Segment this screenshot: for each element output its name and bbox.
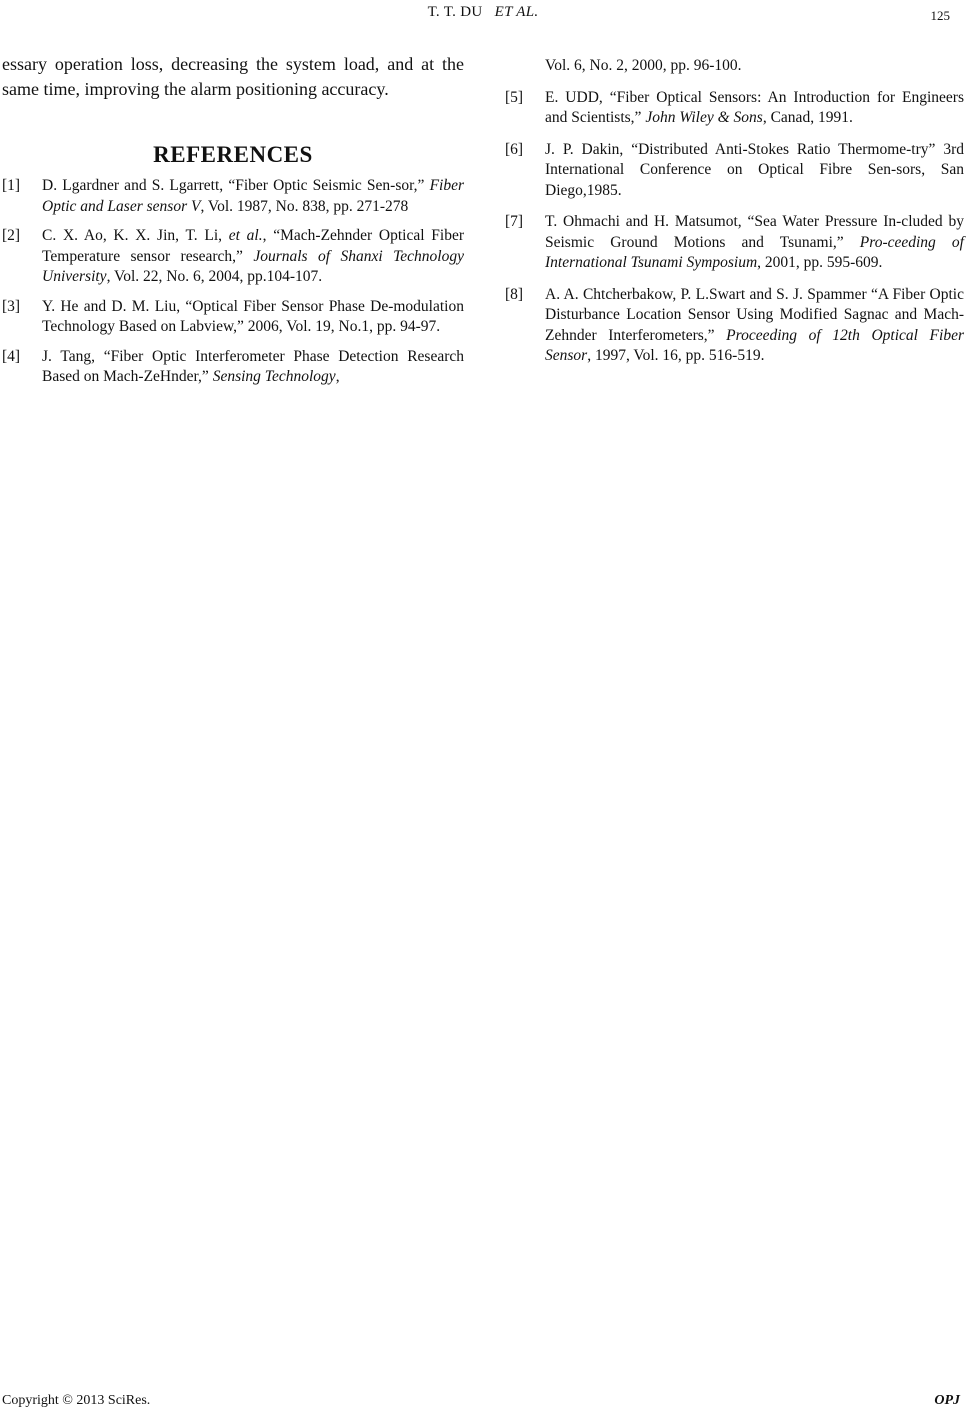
references-heading: REFERENCES bbox=[153, 142, 313, 167]
reference-text: Y. He and D. M. Liu, “Optical Fiber Sensor Phase De-modulation Technology Based on Labview,” 2006, Vol. 19, No.1, pp. 94-97. bbox=[42, 297, 464, 335]
reference-details: , 1997, Vol. 16, pp. 516-519. bbox=[587, 347, 765, 364]
reference-authors-title: D. Lgardner and S. Lgarrett, “Fiber Optic Seismic Sen-sor,” bbox=[42, 177, 430, 194]
reference-number: [7] bbox=[505, 213, 524, 230]
reference-item bbox=[2, 347, 464, 388]
reference-number: [5] bbox=[505, 88, 524, 106]
footer-copyright: Copyright © 2013 SciRes. bbox=[2, 1393, 151, 1408]
reference-text bbox=[545, 88, 964, 129]
reference-item bbox=[505, 285, 964, 367]
reference-number: [1] bbox=[2, 177, 21, 194]
reference-item bbox=[505, 140, 964, 202]
reference-number: [6] bbox=[505, 140, 524, 158]
reference-et-al: et al. bbox=[228, 227, 263, 244]
reference-text bbox=[545, 285, 964, 367]
reference-source: Fiber Optic and Laser sensor V bbox=[42, 177, 464, 215]
reference-authors-title: A. A. Chtcherbakow, P. L.Swart and S. J. Spammer “A Fiber Optic Disturbance Location Sensor Using Modified Sagnac and Mach-Zehnder Interferometers,” bbox=[545, 285, 964, 344]
reference-details: , Vol. 1987, No. 838, pp. 271-278 bbox=[200, 197, 409, 215]
running-header bbox=[0, 4, 966, 21]
reference-text bbox=[42, 226, 464, 288]
reference-details: , Canad, 1991. bbox=[762, 109, 853, 126]
page-number: 125 bbox=[930, 8, 950, 23]
header-et-al: ET AL. bbox=[494, 4, 539, 20]
reference-continuation bbox=[505, 56, 964, 77]
reference-text bbox=[545, 212, 964, 274]
reference-publisher: John Wiley & Sons bbox=[645, 109, 763, 126]
reference-text: J. P. Dakin, “Distributed Anti-Stokes Ratio Thermome-try” 3rd International Conference on Optical Fibre Sen-sors, San Diego,1985. bbox=[545, 140, 964, 199]
reference-text: Vol. 6, No. 2, 2000, pp. 96-100. bbox=[545, 57, 742, 74]
footer-journal: OPJ bbox=[934, 1393, 960, 1408]
reference-title: , “Mach-Zehnder Optical Fiber Temperature sensor research,” bbox=[42, 227, 465, 265]
reference-number: [8] bbox=[505, 285, 524, 303]
reference-authors: C. X. Ao, K. X. Jin, T. Li, bbox=[42, 227, 229, 244]
reference-item bbox=[2, 297, 464, 338]
reference-authors-title: J. Tang, “Fiber Optic Interferometer Phase Detection Research Based on Mach-ZeHnder,” bbox=[42, 347, 464, 385]
reference-details: , 2001, pp. 595-609. bbox=[757, 254, 883, 271]
reference-source: Proceeding of 12th Optical Fiber Sensor bbox=[545, 326, 964, 364]
reference-text bbox=[42, 347, 464, 388]
reference-number: [3] bbox=[2, 297, 21, 315]
right-column bbox=[505, 56, 964, 378]
reference-number: [4] bbox=[2, 347, 21, 365]
reference-authors-title: E. UDD, “Fiber Optical Sensors: An Introduction for Engineers and Scientists,” bbox=[545, 88, 964, 126]
reference-item bbox=[505, 212, 964, 274]
reference-details: , Vol. 22, No. 6, 2004, pp.104-107. bbox=[106, 268, 323, 285]
reference-punct: , bbox=[335, 368, 340, 385]
reference-text bbox=[42, 176, 464, 217]
reference-number: [2] bbox=[2, 227, 21, 244]
reference-item bbox=[505, 88, 964, 129]
left-column bbox=[2, 52, 464, 397]
header-author: T. T. DU bbox=[427, 4, 483, 20]
body-paragraph: essary operation loss, decreasing the system load, and at the same time, improving the alarm positioning accuracy. bbox=[2, 54, 464, 99]
reference-item bbox=[2, 176, 464, 217]
reference-source: Pro-ceeding of International Tsunami Symposium bbox=[545, 233, 964, 271]
reference-source: Journals of Shanxi Technology University bbox=[42, 247, 464, 285]
reference-source: Sensing Technology bbox=[212, 368, 336, 385]
reference-authors-title: T. Ohmachi and H. Matsumot, “Sea Water Pressure In-cluded by Seismic Ground Motions and Tsunami,” bbox=[545, 213, 964, 251]
reference-item bbox=[2, 226, 464, 288]
